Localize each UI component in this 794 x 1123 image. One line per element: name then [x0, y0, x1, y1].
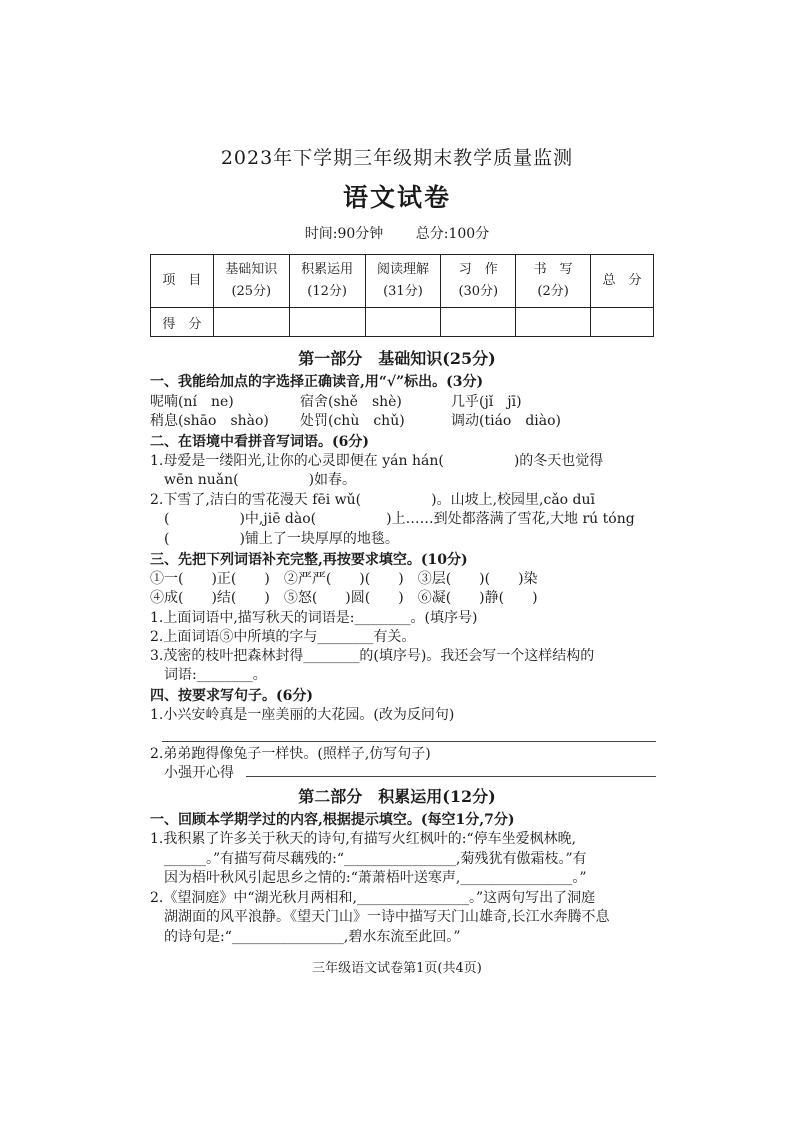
p1-q1-heading: 一、我能给加点的字选择正确读音,用“√”标出。(3分): [150, 374, 484, 390]
exam-subtitle: 语文试卷: [342, 183, 451, 212]
p2-q1-line: ______。”有描写荷尽藕残的:“________________,菊残犹有傲霜枝。”有: [150, 851, 587, 867]
p1-q2-line: ( )中,jiē dào( )上……到处都落满了雪花,大地 rú tóng: [150, 511, 635, 527]
exam-meta: [0, 223, 794, 243]
score-header-writing: 习 作 (30分): [441, 255, 516, 308]
p1-q3-line: 1.上面词语中,描写秋天的词语是:________。(填序号): [150, 610, 478, 626]
score-header-item: 项 目: [151, 255, 214, 308]
p1-q3-line: ④成( )结( ) ⑤怒( )圆( ) ⑥凝( )静( ): [150, 590, 538, 606]
p1-q2-line: ( )铺上了一块厚厚的地毯。: [150, 531, 399, 547]
p1-q2-heading: 二、在语境中看拼音写词语。(6分): [150, 434, 369, 450]
p1-q2-line: 2.下雪了,洁白的雪花漫天 fēi wǔ( )。山坡上,校园里,cǎo duī: [150, 492, 595, 508]
p1-q3-line: 2.上面词语⑤中所填的字与________有关。: [150, 629, 416, 645]
exam-title: 2023年下学期三年级期末教学质量监测: [220, 147, 574, 169]
score-header-basic: 基础知识 (25分): [213, 255, 289, 308]
p1-q1-item: 处罚(chù chǔ): [300, 413, 405, 429]
p1-q1-item: 几乎(jǐ jī): [451, 394, 522, 410]
p2-q1-line: 的诗句是:“________________,碧水东流至此回。”: [150, 929, 461, 945]
p1-q4-line: 2.弟弟跑得像兔子一样快。(照样子,仿写句子): [150, 746, 431, 762]
exam-total: 总分:100分: [415, 226, 490, 242]
p1-q2-line: wēn nuǎn( )如春。: [150, 472, 357, 488]
p1-q1-item: 调动(tiáo diào): [451, 413, 562, 429]
score-header-total: 总 分: [591, 255, 654, 308]
p1-q4-line: 小强开心得: [150, 765, 234, 781]
p2-q1-line: 湖湖面的风平浪静。《望天门山》一诗中描写天门山雄奇,长江水奔腾不息: [150, 909, 610, 925]
p2-q1-heading: 一、回顾本学期学过的内容,根据提示填空。(每空1分,7分): [150, 812, 515, 828]
p1-q1-item: 宿舍(shě shè): [300, 394, 402, 410]
page-footer: 三年级语文试卷第1页(共4页): [312, 961, 482, 976]
score-cell[interactable]: [213, 308, 289, 337]
p1-q2-line: 1.母爱是一缕阳光,让你的心灵即便在 yán hán( )的冬天也觉得: [150, 453, 604, 469]
p1-q3-line: ①一( )正( ) ②严严( )( ) ③层( )( )染: [150, 571, 538, 587]
p1-q1-item: 稍息(shāo shào): [150, 413, 269, 429]
p2-q1-line: 2.《望洞庭》中“湖光秋月两相和,________________。”这两句写出了洞庭: [150, 890, 596, 906]
p2-q1-line: 因为梧叶秋风引起思乡之情的:“萧萧梧叶送寒声,________________。”: [150, 870, 587, 886]
score-header-handwriting: 书 写 (2分): [516, 255, 591, 308]
score-header-accum: 积累运用 (12分): [289, 255, 365, 308]
score-table: [150, 254, 654, 337]
p1-q4-line: 1.小兴安岭真是一座美丽的大花园。(改为反问句): [150, 707, 455, 723]
p1-q3-line: 词语:________。: [150, 667, 267, 683]
p1-q3-heading: 三、先把下列词语补充完整,再按要求填空。(10分): [150, 552, 468, 568]
score-cell[interactable]: [289, 308, 365, 337]
score-cell[interactable]: [441, 308, 516, 337]
score-header-reading: 阅读理解 (31分): [365, 255, 441, 308]
p2-q1-line: 1.我积累了许多关于秋天的诗句,有描写火红枫叶的:“停车坐爱枫林晚,: [150, 831, 577, 847]
score-cell[interactable]: [591, 308, 654, 337]
answer-line[interactable]: [162, 741, 656, 742]
part1-title: 第一部分 基础知识(25分): [298, 349, 496, 368]
p1-q3-line: 3.茂密的枝叶把森林封得________的(填序号)。我还会写一个这样结构的: [150, 648, 595, 664]
exam-time: 时间:90分钟: [304, 226, 384, 242]
answer-line[interactable]: [246, 776, 656, 777]
score-cell[interactable]: [365, 308, 441, 337]
part2-title: 第二部分 积累运用(12分): [298, 787, 496, 806]
score-cell[interactable]: [516, 308, 591, 337]
p1-q1-item: 呢喃(ní ne): [150, 394, 234, 410]
p1-q4-heading: 四、按要求写句子。(6分): [150, 688, 313, 704]
score-row-label: 得 分: [151, 308, 214, 337]
